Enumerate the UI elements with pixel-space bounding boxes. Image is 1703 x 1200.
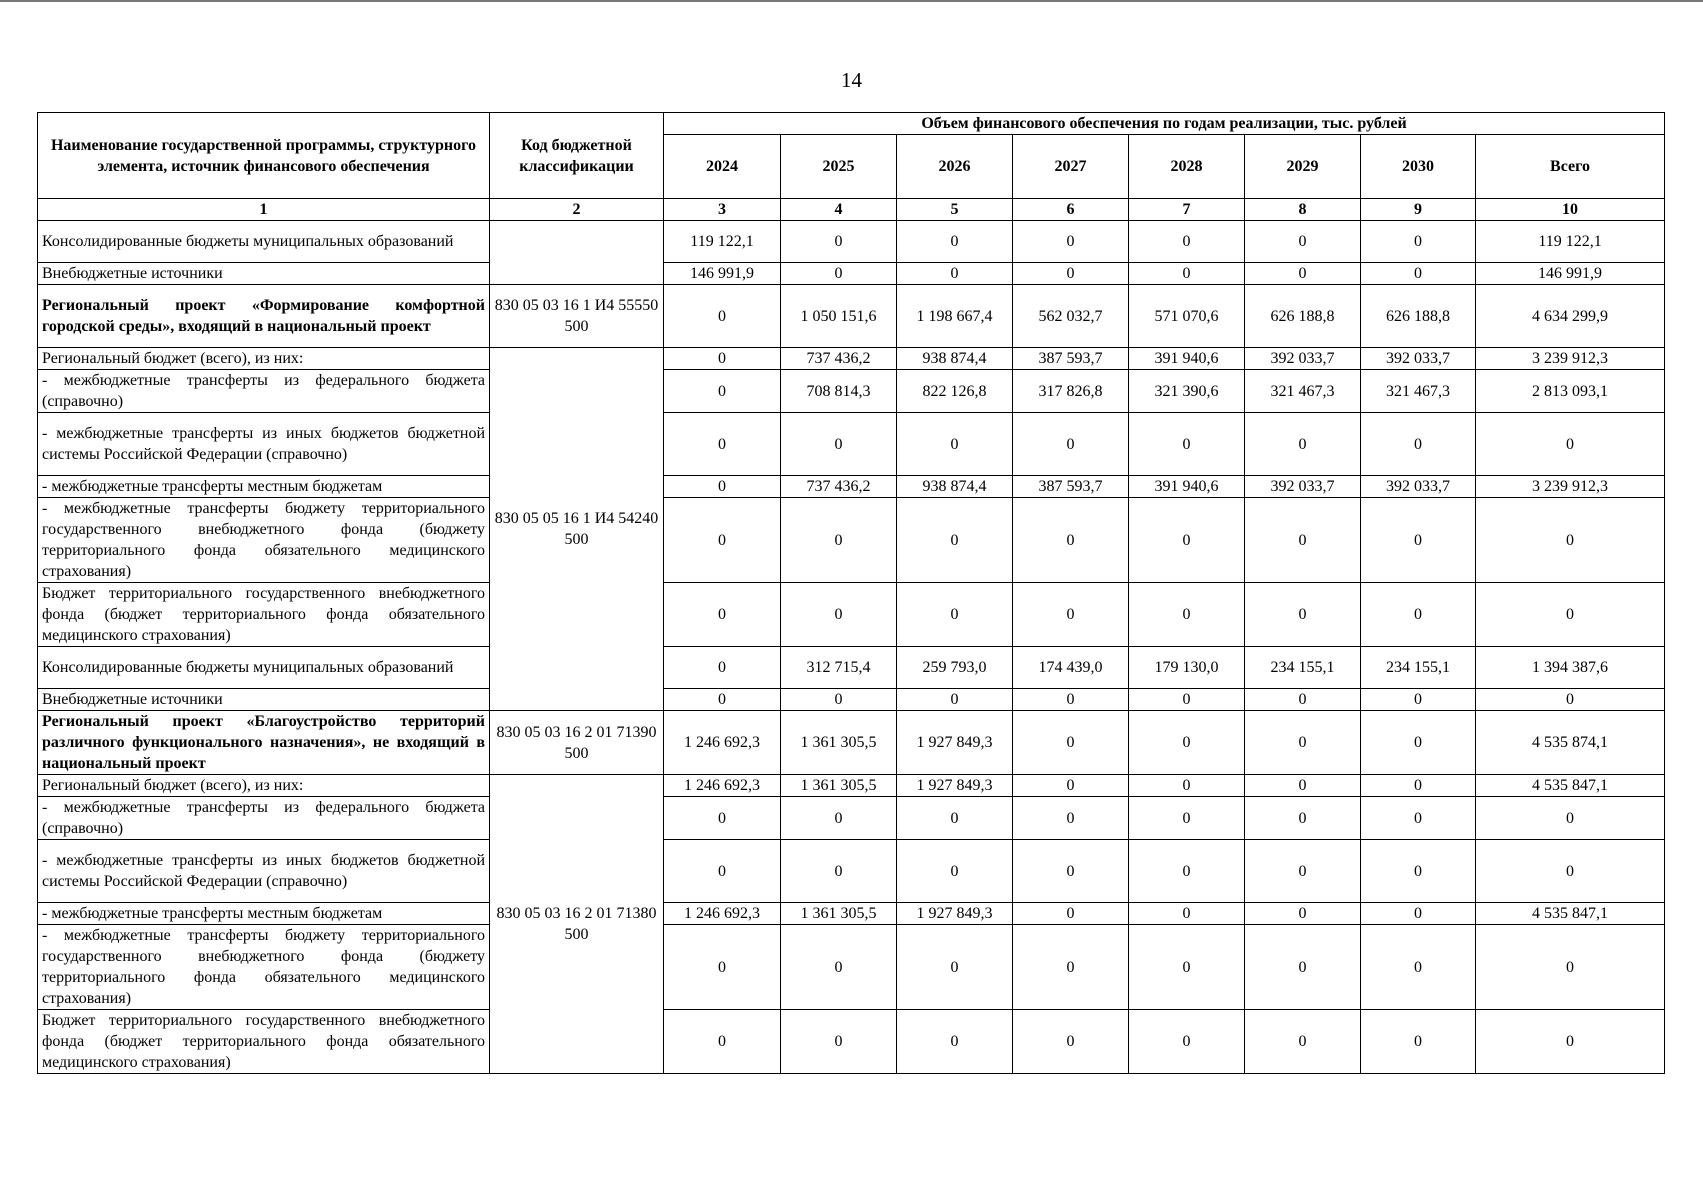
value-cell: 938 874,4 — [897, 348, 1013, 370]
top-border-line — [0, 0, 1703, 2]
value-cell: 0 — [664, 413, 781, 476]
value-cell: 0 — [1129, 413, 1245, 476]
value-cell: 0 — [1245, 775, 1361, 797]
value-cell-total: 0 — [1476, 413, 1665, 476]
row-name: Внебюджетные источники — [38, 263, 490, 285]
value-cell: 0 — [1013, 413, 1129, 476]
value-cell: 0 — [1361, 689, 1476, 711]
value-cell: 0 — [1361, 413, 1476, 476]
table-row — [38, 221, 1665, 263]
value-cell-total: 4 535 847,1 — [1476, 775, 1665, 797]
row-name: - межбюджетные трансферты из федерального бюджета (справочно) — [38, 797, 490, 840]
header-name-column: Наименование государственной программы, структурного элемента, источник финансового обеспечения — [38, 113, 490, 199]
value-cell: 0 — [1129, 840, 1245, 903]
value-cell: 321 467,3 — [1361, 370, 1476, 413]
value-cell: 392 033,7 — [1245, 476, 1361, 498]
value-cell: 0 — [1129, 263, 1245, 285]
value-cell: 387 593,7 — [1013, 476, 1129, 498]
page-number: 14 — [841, 68, 862, 92]
header-year: 2026 — [897, 135, 1013, 199]
value-cell: 321 390,6 — [1129, 370, 1245, 413]
value-cell: 0 — [664, 348, 781, 370]
value-cell: 626 188,8 — [1245, 285, 1361, 348]
table-row — [38, 348, 1665, 370]
value-cell-total: 3 239 912,3 — [1476, 348, 1665, 370]
budget-code: 830 05 05 16 1 И4 54240 500 — [490, 348, 664, 711]
header-volume-column: Объем финансового обеспечения по годам реализации, тыс. рублей — [664, 113, 1665, 135]
value-cell: 0 — [664, 370, 781, 413]
value-cell: 387 593,7 — [1013, 348, 1129, 370]
value-cell: 0 — [664, 689, 781, 711]
header-year: 2029 — [1245, 135, 1361, 199]
value-cell: 321 467,3 — [1245, 370, 1361, 413]
column-number: 6 — [1013, 199, 1129, 221]
value-cell: 0 — [1129, 498, 1245, 583]
value-cell: 0 — [1245, 583, 1361, 647]
value-cell: 0 — [1245, 689, 1361, 711]
column-number: 7 — [1129, 199, 1245, 221]
value-cell-total: 0 — [1476, 925, 1665, 1010]
row-name: - межбюджетные трансферты бюджету территориального государственного внебюджетного фонда (бюджету территориального фонда обязательного медицинского страхования) — [38, 925, 490, 1010]
column-number: 9 — [1361, 199, 1476, 221]
row-name: - межбюджетные трансферты из федерального бюджета (справочно) — [38, 370, 490, 413]
value-cell: 0 — [1013, 498, 1129, 583]
value-cell: 822 126,8 — [897, 370, 1013, 413]
value-cell: 0 — [664, 925, 781, 1010]
value-cell-total: 2 813 093,1 — [1476, 370, 1665, 413]
value-cell: 0 — [1245, 1010, 1361, 1074]
value-cell: 1 927 849,3 — [897, 775, 1013, 797]
value-cell: 626 188,8 — [1361, 285, 1476, 348]
table-row — [38, 285, 1665, 348]
header-code-column: Код бюджетной классификации — [490, 113, 664, 199]
value-cell: 0 — [1245, 263, 1361, 285]
column-number: 10 — [1476, 199, 1665, 221]
value-cell: 0 — [1129, 583, 1245, 647]
column-number-row — [38, 199, 1665, 221]
row-name: Бюджет территориального государственного внебюджетного фонда (бюджет территориального фонда обязательного медицинского страхования) — [38, 1010, 490, 1074]
value-cell: 0 — [1013, 1010, 1129, 1074]
value-cell: 392 033,7 — [1361, 476, 1476, 498]
value-cell: 0 — [1361, 840, 1476, 903]
value-cell: 0 — [1361, 1010, 1476, 1074]
value-cell: 0 — [781, 263, 897, 285]
value-cell: 312 715,4 — [781, 647, 897, 689]
table-row — [38, 903, 1665, 925]
value-cell: 0 — [1013, 797, 1129, 840]
value-cell: 0 — [1013, 903, 1129, 925]
value-cell: 0 — [781, 583, 897, 647]
value-cell: 0 — [1129, 775, 1245, 797]
value-cell: 1 361 305,5 — [781, 711, 897, 775]
value-cell: 317 826,8 — [1013, 370, 1129, 413]
value-cell: 392 033,7 — [1361, 348, 1476, 370]
value-cell: 0 — [781, 1010, 897, 1074]
value-cell: 0 — [1013, 775, 1129, 797]
value-cell: 1 050 151,6 — [781, 285, 897, 348]
table-row — [38, 498, 1665, 583]
value-cell: 179 130,0 — [1129, 647, 1245, 689]
value-cell: 0 — [897, 583, 1013, 647]
table-row — [38, 370, 1665, 413]
value-cell: 259 793,0 — [897, 647, 1013, 689]
value-cell: 0 — [1361, 903, 1476, 925]
value-cell: 391 940,6 — [1129, 348, 1245, 370]
value-cell: 0 — [781, 413, 897, 476]
value-cell: 0 — [664, 1010, 781, 1074]
value-cell: 0 — [1129, 903, 1245, 925]
table-row — [38, 1010, 1665, 1074]
table-row — [38, 925, 1665, 1010]
value-cell-total: 146 991,9 — [1476, 263, 1665, 285]
row-name: - межбюджетные трансферты из иных бюджетов бюджетной системы Российской Федерации (справочно) — [38, 840, 490, 903]
value-cell: 0 — [1245, 925, 1361, 1010]
header-year: 2027 — [1013, 135, 1129, 199]
value-cell-total: 0 — [1476, 1010, 1665, 1074]
value-cell-total: 0 — [1476, 689, 1665, 711]
value-cell: 0 — [1245, 498, 1361, 583]
value-cell: 0 — [1245, 840, 1361, 903]
value-cell: 0 — [664, 583, 781, 647]
value-cell-total: 0 — [1476, 583, 1665, 647]
value-cell: 0 — [1129, 1010, 1245, 1074]
value-cell: 0 — [781, 840, 897, 903]
value-cell: 174 439,0 — [1013, 647, 1129, 689]
column-number: 1 — [38, 199, 490, 221]
column-number: 2 — [490, 199, 664, 221]
value-cell: 0 — [1361, 925, 1476, 1010]
value-cell: 0 — [781, 498, 897, 583]
value-cell: 119 122,1 — [664, 221, 781, 263]
value-cell: 0 — [664, 797, 781, 840]
column-number: 5 — [897, 199, 1013, 221]
value-cell: 0 — [1129, 221, 1245, 263]
value-cell: 392 033,7 — [1245, 348, 1361, 370]
value-cell-total: 1 394 387,6 — [1476, 647, 1665, 689]
value-cell: 562 032,7 — [1013, 285, 1129, 348]
value-cell: 1 246 692,3 — [664, 711, 781, 775]
value-cell: 0 — [897, 1010, 1013, 1074]
value-cell: 0 — [1013, 583, 1129, 647]
table-row — [38, 413, 1665, 476]
value-cell: 0 — [1129, 797, 1245, 840]
code-cell-empty — [490, 221, 664, 285]
value-cell: 1 361 305,5 — [781, 903, 897, 925]
table-row — [38, 263, 1665, 285]
header-year: 2025 — [781, 135, 897, 199]
value-cell: 146 991,9 — [664, 263, 781, 285]
value-cell-total: 0 — [1476, 498, 1665, 583]
value-cell: 234 155,1 — [1361, 647, 1476, 689]
value-cell: 0 — [897, 840, 1013, 903]
row-name: Бюджет территориального государственного внебюджетного фонда (бюджет территориального фонда обязательного медицинского страхования) — [38, 583, 490, 647]
value-cell: 0 — [1361, 797, 1476, 840]
value-cell: 0 — [1245, 797, 1361, 840]
value-cell: 938 874,4 — [897, 476, 1013, 498]
header-total: Всего — [1476, 135, 1665, 199]
budget-code: 830 05 03 16 1 И4 55550 500 — [490, 285, 664, 348]
value-cell: 234 155,1 — [1245, 647, 1361, 689]
table-row — [38, 583, 1665, 647]
header-year: 2028 — [1129, 135, 1245, 199]
row-name: Региональный бюджет (всего), из них: — [38, 348, 490, 370]
value-cell: 1 361 305,5 — [781, 775, 897, 797]
value-cell: 0 — [1245, 413, 1361, 476]
column-number: 8 — [1245, 199, 1361, 221]
row-name: Консолидированные бюджеты муниципальных образований — [38, 647, 490, 689]
value-cell: 0 — [1361, 221, 1476, 263]
value-cell: 0 — [897, 925, 1013, 1010]
table-row — [38, 797, 1665, 840]
value-cell: 0 — [1361, 711, 1476, 775]
value-cell-total: 3 239 912,3 — [1476, 476, 1665, 498]
row-name: Консолидированные бюджеты муниципальных образований — [38, 221, 490, 263]
value-cell-total: 0 — [1476, 797, 1665, 840]
value-cell-total: 4 634 299,9 — [1476, 285, 1665, 348]
value-cell: 708 814,3 — [781, 370, 897, 413]
value-cell: 0 — [664, 476, 781, 498]
value-cell: 0 — [664, 840, 781, 903]
value-cell: 571 070,6 — [1129, 285, 1245, 348]
value-cell: 0 — [897, 689, 1013, 711]
row-name: - межбюджетные трансферты бюджету территориального государственного внебюджетного фонда (бюджету территориального фонда обязательного медицинского страхования) — [38, 498, 490, 583]
value-cell: 0 — [1245, 903, 1361, 925]
value-cell: 0 — [664, 647, 781, 689]
value-cell: 1 198 667,4 — [897, 285, 1013, 348]
value-cell: 0 — [781, 797, 897, 840]
value-cell-total: 4 535 874,1 — [1476, 711, 1665, 775]
table-row — [38, 711, 1665, 775]
value-cell: 391 940,6 — [1129, 476, 1245, 498]
value-cell: 0 — [1013, 925, 1129, 1010]
value-cell: 0 — [1361, 263, 1476, 285]
value-cell: 1 927 849,3 — [897, 903, 1013, 925]
budget-code: 830 05 03 16 2 01 71390 500 — [490, 711, 664, 775]
value-cell: 0 — [897, 797, 1013, 840]
value-cell: 0 — [1013, 689, 1129, 711]
budget-code: 830 05 03 16 2 01 71380 500 — [490, 775, 664, 1074]
table-row — [38, 476, 1665, 498]
value-cell: 0 — [781, 221, 897, 263]
value-cell-total: 0 — [1476, 840, 1665, 903]
value-cell: 0 — [1129, 689, 1245, 711]
value-cell: 0 — [1013, 840, 1129, 903]
column-number: 4 — [781, 199, 897, 221]
row-name-project: Региональный проект «Формирование комфортной городской среды», входящий в национальный проект — [38, 285, 490, 348]
value-cell: 737 436,2 — [781, 348, 897, 370]
value-cell-total: 119 122,1 — [1476, 221, 1665, 263]
row-name-project: Региональный проект «Благоустройство территорий различного функционального назначения», не входящий в национальный проект — [38, 711, 490, 775]
column-number: 3 — [664, 199, 781, 221]
value-cell-total: 4 535 847,1 — [1476, 903, 1665, 925]
table-row — [38, 689, 1665, 711]
row-name: Внебюджетные источники — [38, 689, 490, 711]
header-year: 2024 — [664, 135, 781, 199]
value-cell: 0 — [897, 221, 1013, 263]
table-row — [38, 775, 1665, 797]
funding-table — [37, 112, 1665, 1074]
value-cell: 0 — [1245, 711, 1361, 775]
value-cell: 0 — [1013, 263, 1129, 285]
value-cell: 0 — [897, 498, 1013, 583]
value-cell: 0 — [897, 263, 1013, 285]
value-cell: 1 927 849,3 — [897, 711, 1013, 775]
value-cell: 0 — [1361, 498, 1476, 583]
row-name: - межбюджетные трансферты местным бюджетам — [38, 476, 490, 498]
value-cell: 0 — [1013, 221, 1129, 263]
value-cell: 0 — [1129, 925, 1245, 1010]
value-cell: 0 — [1245, 221, 1361, 263]
value-cell: 0 — [1013, 711, 1129, 775]
value-cell: 0 — [1361, 583, 1476, 647]
header-year: 2030 — [1361, 135, 1476, 199]
row-name: Региональный бюджет (всего), из них: — [38, 775, 490, 797]
row-name: - межбюджетные трансферты из иных бюджетов бюджетной системы Российской Федерации (справочно) — [38, 413, 490, 476]
value-cell: 0 — [664, 285, 781, 348]
row-name: - межбюджетные трансферты местным бюджетам — [38, 903, 490, 925]
value-cell: 1 246 692,3 — [664, 903, 781, 925]
table-row — [38, 647, 1665, 689]
value-cell: 0 — [1361, 775, 1476, 797]
value-cell: 0 — [781, 689, 897, 711]
value-cell: 1 246 692,3 — [664, 775, 781, 797]
value-cell: 0 — [897, 413, 1013, 476]
table-row — [38, 840, 1665, 903]
value-cell: 0 — [1129, 711, 1245, 775]
value-cell: 0 — [781, 925, 897, 1010]
value-cell: 0 — [664, 498, 781, 583]
value-cell: 737 436,2 — [781, 476, 897, 498]
